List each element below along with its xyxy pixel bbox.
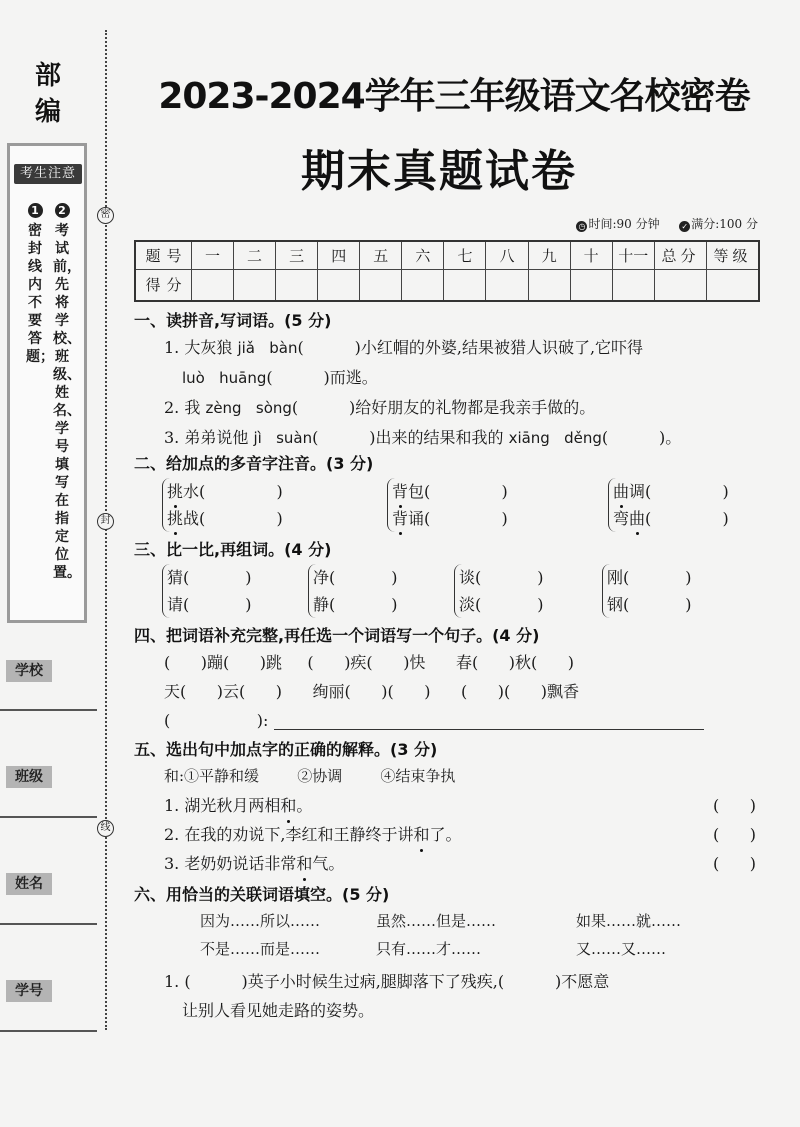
word-bank-item: 不是……而是…… [200, 940, 321, 958]
section-2 [134, 452, 764, 534]
dotted-char: 挑 [167, 478, 183, 505]
question-line [134, 791, 764, 820]
section-title: 一、读拼音,写词语。(5 分) [134, 311, 332, 330]
pinyin: jiǎ bàn [237, 339, 298, 357]
word-item[interactable]: 净( ) [313, 568, 398, 587]
item-text: 水( ) [183, 482, 283, 501]
name-label: 姓名 [6, 873, 52, 895]
dotted-char: 背 [392, 505, 408, 532]
col-header: 十一 [612, 241, 654, 269]
pinyin: xiāng děng [508, 429, 602, 447]
question-line[interactable]: 1. ( )英子小时候生过病,腿脚落下了残疾,( )不愿意 [164, 972, 610, 991]
class-label: 班级 [6, 766, 52, 788]
time-limit: 时间:90 分钟 [588, 217, 660, 231]
edition-char: 部 [34, 61, 61, 91]
word-bank-item: 虽然……但是…… [376, 912, 497, 930]
item-text: 诵( ) [408, 509, 508, 528]
dotted-char: 和 [413, 820, 429, 849]
dotted-char: 曲 [629, 505, 645, 532]
word-item[interactable]: 请( ) [167, 595, 252, 614]
paper-subtitle: 期末真题试卷 [301, 146, 577, 197]
score-cell[interactable] [318, 269, 360, 301]
word-bank-item: 只有……才…… [376, 940, 482, 958]
polyphone-pair [387, 478, 508, 532]
question-line: 让别人看见她走路的姿势。 [182, 1001, 375, 1020]
pinyin: luò huāng [182, 369, 267, 387]
dotted-char: 曲 [613, 478, 629, 505]
question-line [134, 820, 764, 849]
class-field[interactable] [0, 816, 97, 818]
col-header-total: 总分 [654, 241, 706, 269]
answer-blank[interactable]: ( ) [713, 796, 756, 815]
score-cell[interactable] [528, 269, 570, 301]
section-title: 五、选出句中加点字的正确的解释。(3 分) [134, 740, 438, 759]
section-5 [134, 738, 764, 878]
question-text: 3. 老奶奶说话非常 [164, 854, 297, 873]
answer-blank-text[interactable]: ( )小红帽的外婆,结果被猎人识破了,它吓得 [297, 338, 644, 357]
col-header-grade: 等级 [707, 241, 759, 269]
col-header: 九 [528, 241, 570, 269]
section-4 [134, 624, 764, 735]
section-3 [134, 538, 764, 620]
school-label: 学校 [6, 660, 52, 682]
score-cell[interactable] [360, 269, 402, 301]
score-cell[interactable] [234, 269, 276, 301]
score-table [134, 240, 760, 302]
dotted-char: 和 [280, 791, 296, 820]
notice-label: 考生注意 [14, 164, 82, 184]
score-cell[interactable] [612, 269, 654, 301]
word-item[interactable]: 猜( ) [167, 568, 252, 587]
answer-blank[interactable]: ( ) [713, 825, 756, 844]
score-cell[interactable] [276, 269, 318, 301]
dotted-char: 背 [392, 478, 408, 505]
score-cell[interactable] [570, 269, 612, 301]
polyphone-item[interactable] [613, 505, 729, 532]
number-badge-icon: 1 [28, 203, 43, 218]
compare-pair [308, 564, 397, 618]
seal-mark-icon: 封 [97, 513, 114, 530]
score-cell[interactable] [486, 269, 528, 301]
polyphone-item[interactable] [613, 478, 729, 505]
section-title: 二、给加点的多音字注音。(3 分) [134, 454, 374, 473]
seal-mark-icon: 线 [97, 820, 114, 837]
answer-blank-text[interactable]: ( )出来的结果和我的 [312, 428, 509, 447]
col-header: 五 [360, 241, 402, 269]
col-header: 二 [234, 241, 276, 269]
score-cell[interactable] [444, 269, 486, 301]
sentence-line [134, 706, 764, 735]
exam-meta [576, 215, 758, 232]
student-id-field[interactable] [0, 1030, 97, 1032]
section-1 [134, 309, 764, 453]
question-line [134, 423, 764, 453]
item-text: 包( ) [408, 482, 508, 501]
question-text: 。 [296, 796, 313, 815]
answer-blank-text[interactable]: ( )。 [601, 428, 682, 447]
item-text: 调( ) [629, 482, 729, 501]
student-id-label: 学号 [6, 980, 52, 1002]
score-cell[interactable] [402, 269, 444, 301]
word-item[interactable]: 钢( ) [607, 595, 692, 614]
number-badge-icon: 2 [55, 203, 70, 218]
notice-text: 考试前，先将学校、班级、姓名、学号填写在指定位置。 [53, 223, 81, 581]
candidate-notice-box [7, 143, 87, 623]
full-score: 满分:100 分 [691, 217, 758, 231]
col-header: 七 [444, 241, 486, 269]
col-header: 一 [191, 241, 233, 269]
check-icon: ✓ [679, 221, 690, 232]
question-text: 2. 在我的劝说下,李红和王静终于讲 [164, 825, 414, 844]
clock-icon: ◷ [576, 221, 587, 232]
polyphone-item[interactable] [167, 478, 283, 505]
question-text: 气。 [312, 854, 345, 873]
edition-label [28, 58, 68, 130]
question-text: 1. 湖光秋月两相 [164, 796, 281, 815]
polyphone-row [162, 476, 764, 534]
chosen-word-blank[interactable]: ( ): [164, 711, 269, 730]
question-text: 了。 [429, 825, 462, 844]
question-text: 2. 我 [164, 398, 206, 417]
paper-title: 2023-2024学年三年级语文名校密卷 [158, 76, 750, 117]
notice-item-2 [53, 201, 81, 582]
col-header: 四 [318, 241, 360, 269]
question-line [134, 333, 764, 363]
word-item[interactable]: 淡( ) [459, 595, 544, 614]
section-title: 四、把词语补充完整,再任选一个词语写一个句子。(4 分) [134, 626, 540, 645]
question-text: 3. 弟弟说他 [164, 428, 254, 447]
col-header: 六 [402, 241, 444, 269]
answer-blank[interactable]: ( ) [713, 854, 756, 873]
definition-options: 和:①平静和缓 ②协调 ④结束争执 [164, 767, 456, 785]
section-title: 六、用恰当的关联词语填空。(5 分) [134, 885, 390, 904]
score-cell[interactable] [707, 269, 759, 301]
seal-line [105, 30, 107, 1030]
section-6 [134, 883, 764, 1025]
dotted-char: 挑 [167, 505, 183, 532]
compare-pair [602, 564, 691, 618]
question-line [134, 393, 764, 423]
answer-blank-text[interactable]: ( )给好朋友的礼物都是我亲手做的。 [291, 398, 596, 417]
school-field[interactable] [0, 709, 97, 711]
name-field[interactable] [0, 923, 97, 925]
binding-margin [0, 0, 100, 1127]
question-text: 1. 大灰狼 [164, 338, 238, 357]
notice-item-1 [26, 201, 54, 366]
conjunction-word-bank [200, 907, 764, 963]
item-text: ( ) [645, 509, 729, 528]
seal-mark-icon: 密 [97, 207, 114, 224]
score-cell[interactable] [191, 269, 233, 301]
section-title: 三、比一比,再组词。(4 分) [134, 540, 332, 559]
polyphone-pair [162, 478, 283, 532]
row-label-question-no: 题号 [135, 241, 191, 269]
score-cell[interactable] [654, 269, 706, 301]
edition-char: 编 [34, 97, 61, 127]
col-header: 十 [570, 241, 612, 269]
row-label-score: 得分 [135, 269, 191, 301]
question-line [134, 849, 764, 878]
col-header: 八 [486, 241, 528, 269]
polyphone-item[interactable] [392, 505, 508, 532]
word-item[interactable]: 刚( ) [607, 568, 692, 587]
pinyin: zèng sòng [205, 399, 292, 417]
idiom-line[interactable]: 天( )云( ) 绚丽( )( ) ( )( )飘香 [164, 682, 580, 701]
pinyin: jì suàn [253, 429, 313, 447]
sentence-answer-line[interactable] [274, 710, 704, 730]
word-bank-item: 如果……就…… [576, 912, 682, 930]
compare-pair [454, 564, 543, 618]
item-text: 弯 [613, 509, 630, 528]
notice-text: 密封线内不要答题； [26, 223, 54, 365]
dotted-char: 和 [296, 849, 312, 878]
item-text: 战( ) [183, 509, 283, 528]
compare-row [162, 562, 764, 620]
polyphone-item[interactable] [167, 505, 283, 532]
compare-pair [162, 564, 251, 618]
answer-blank-text[interactable]: ( )而逃。 [266, 368, 378, 387]
word-item[interactable]: 谈( ) [459, 568, 544, 587]
polyphone-item[interactable] [392, 478, 508, 505]
word-item[interactable]: 静( ) [313, 595, 398, 614]
word-bank-item: 又……又…… [576, 940, 667, 958]
idiom-line[interactable]: ( )蹦( )跳 ( )疾( )快 春( )秋( ) [164, 653, 574, 672]
col-header: 三 [276, 241, 318, 269]
word-bank-item: 因为……所以…… [200, 912, 321, 930]
polyphone-pair [608, 478, 729, 532]
question-line [134, 363, 764, 393]
